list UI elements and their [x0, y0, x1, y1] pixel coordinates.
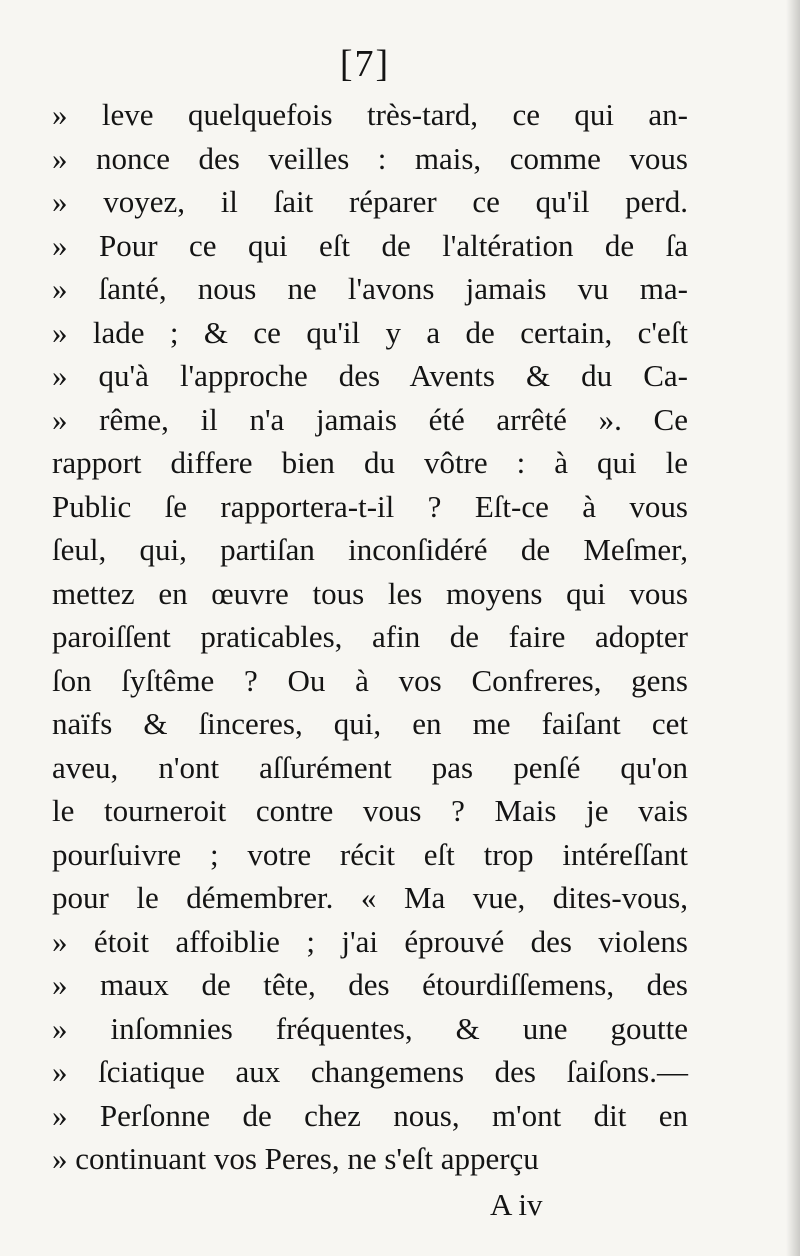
text-line: » qu'à l'approche des Avents & du Ca-	[52, 358, 688, 393]
text-line: » Pour ce qui eſt de l'altération de ſa	[52, 227, 688, 263]
text-line: » nonce des veilles : mais, comme vous	[52, 140, 688, 176]
text-line: pour le démembrer. « Ma vue, dites-vous,	[52, 880, 688, 915]
text-line: aveu, n'ont aſſurément pas penſé qu'on	[52, 749, 688, 785]
text-line: » continuant vos Peres, ne s'eſt apperçu	[52, 1141, 539, 1176]
text-line: pourſuivre ; votre récit eſt trop intéreſſant	[52, 836, 688, 872]
text-line: ſeul, qui, partiſan inconſidéré de Meſmer,	[52, 532, 688, 567]
text-line: » leve quelquefois très-tard, ce qui an-	[52, 97, 688, 132]
text-line: » voyez, il ſait réparer ce qu'il perd.	[52, 184, 688, 219]
text-line: rapport differe bien du vôtre : à qui le	[52, 445, 688, 480]
text-line: Public ſe rapportera-t-il ? Eſt-ce à vous	[52, 488, 688, 524]
page-number: [7]	[339, 43, 391, 85]
text-line: » inſomnies fréquentes, & une goutte	[52, 1010, 688, 1046]
text-line: » rême, il n'a jamais été arrêté ». Ce	[52, 401, 688, 437]
text-line: » lade ; & ce qu'il y a de certain, c'eſt	[52, 314, 688, 350]
text-line: » ſciatique aux changemens des ſaiſons.—	[52, 1054, 688, 1089]
page-edge-shadow	[786, 0, 800, 1256]
text-line: » étoit affoiblie ; j'ai éprouvé des violens	[52, 923, 688, 959]
text-line: » Perſonne de chez nous, m'ont dit en	[52, 1097, 688, 1133]
text-line: » maux de tête, des étourdiſſemens, des	[52, 967, 688, 1002]
body-text	[52, 93, 688, 1181]
text-line: le tourneroit contre vous ? Mais je vais	[52, 793, 688, 828]
text-line: naïfs & ſinceres, qui, en me faiſant cet	[52, 706, 688, 741]
text-line: ſon ſyſtême ? Ou à vos Confreres, gens	[52, 662, 688, 698]
text-line: » ſanté, nous ne l'avons jamais vu ma-	[52, 271, 688, 306]
signature-mark: A iv	[490, 1187, 543, 1222]
text-line: paroiſſent praticables, afin de faire adopter	[52, 619, 688, 654]
text-line: mettez en œuvre tous les moyens qui vous	[52, 575, 688, 611]
